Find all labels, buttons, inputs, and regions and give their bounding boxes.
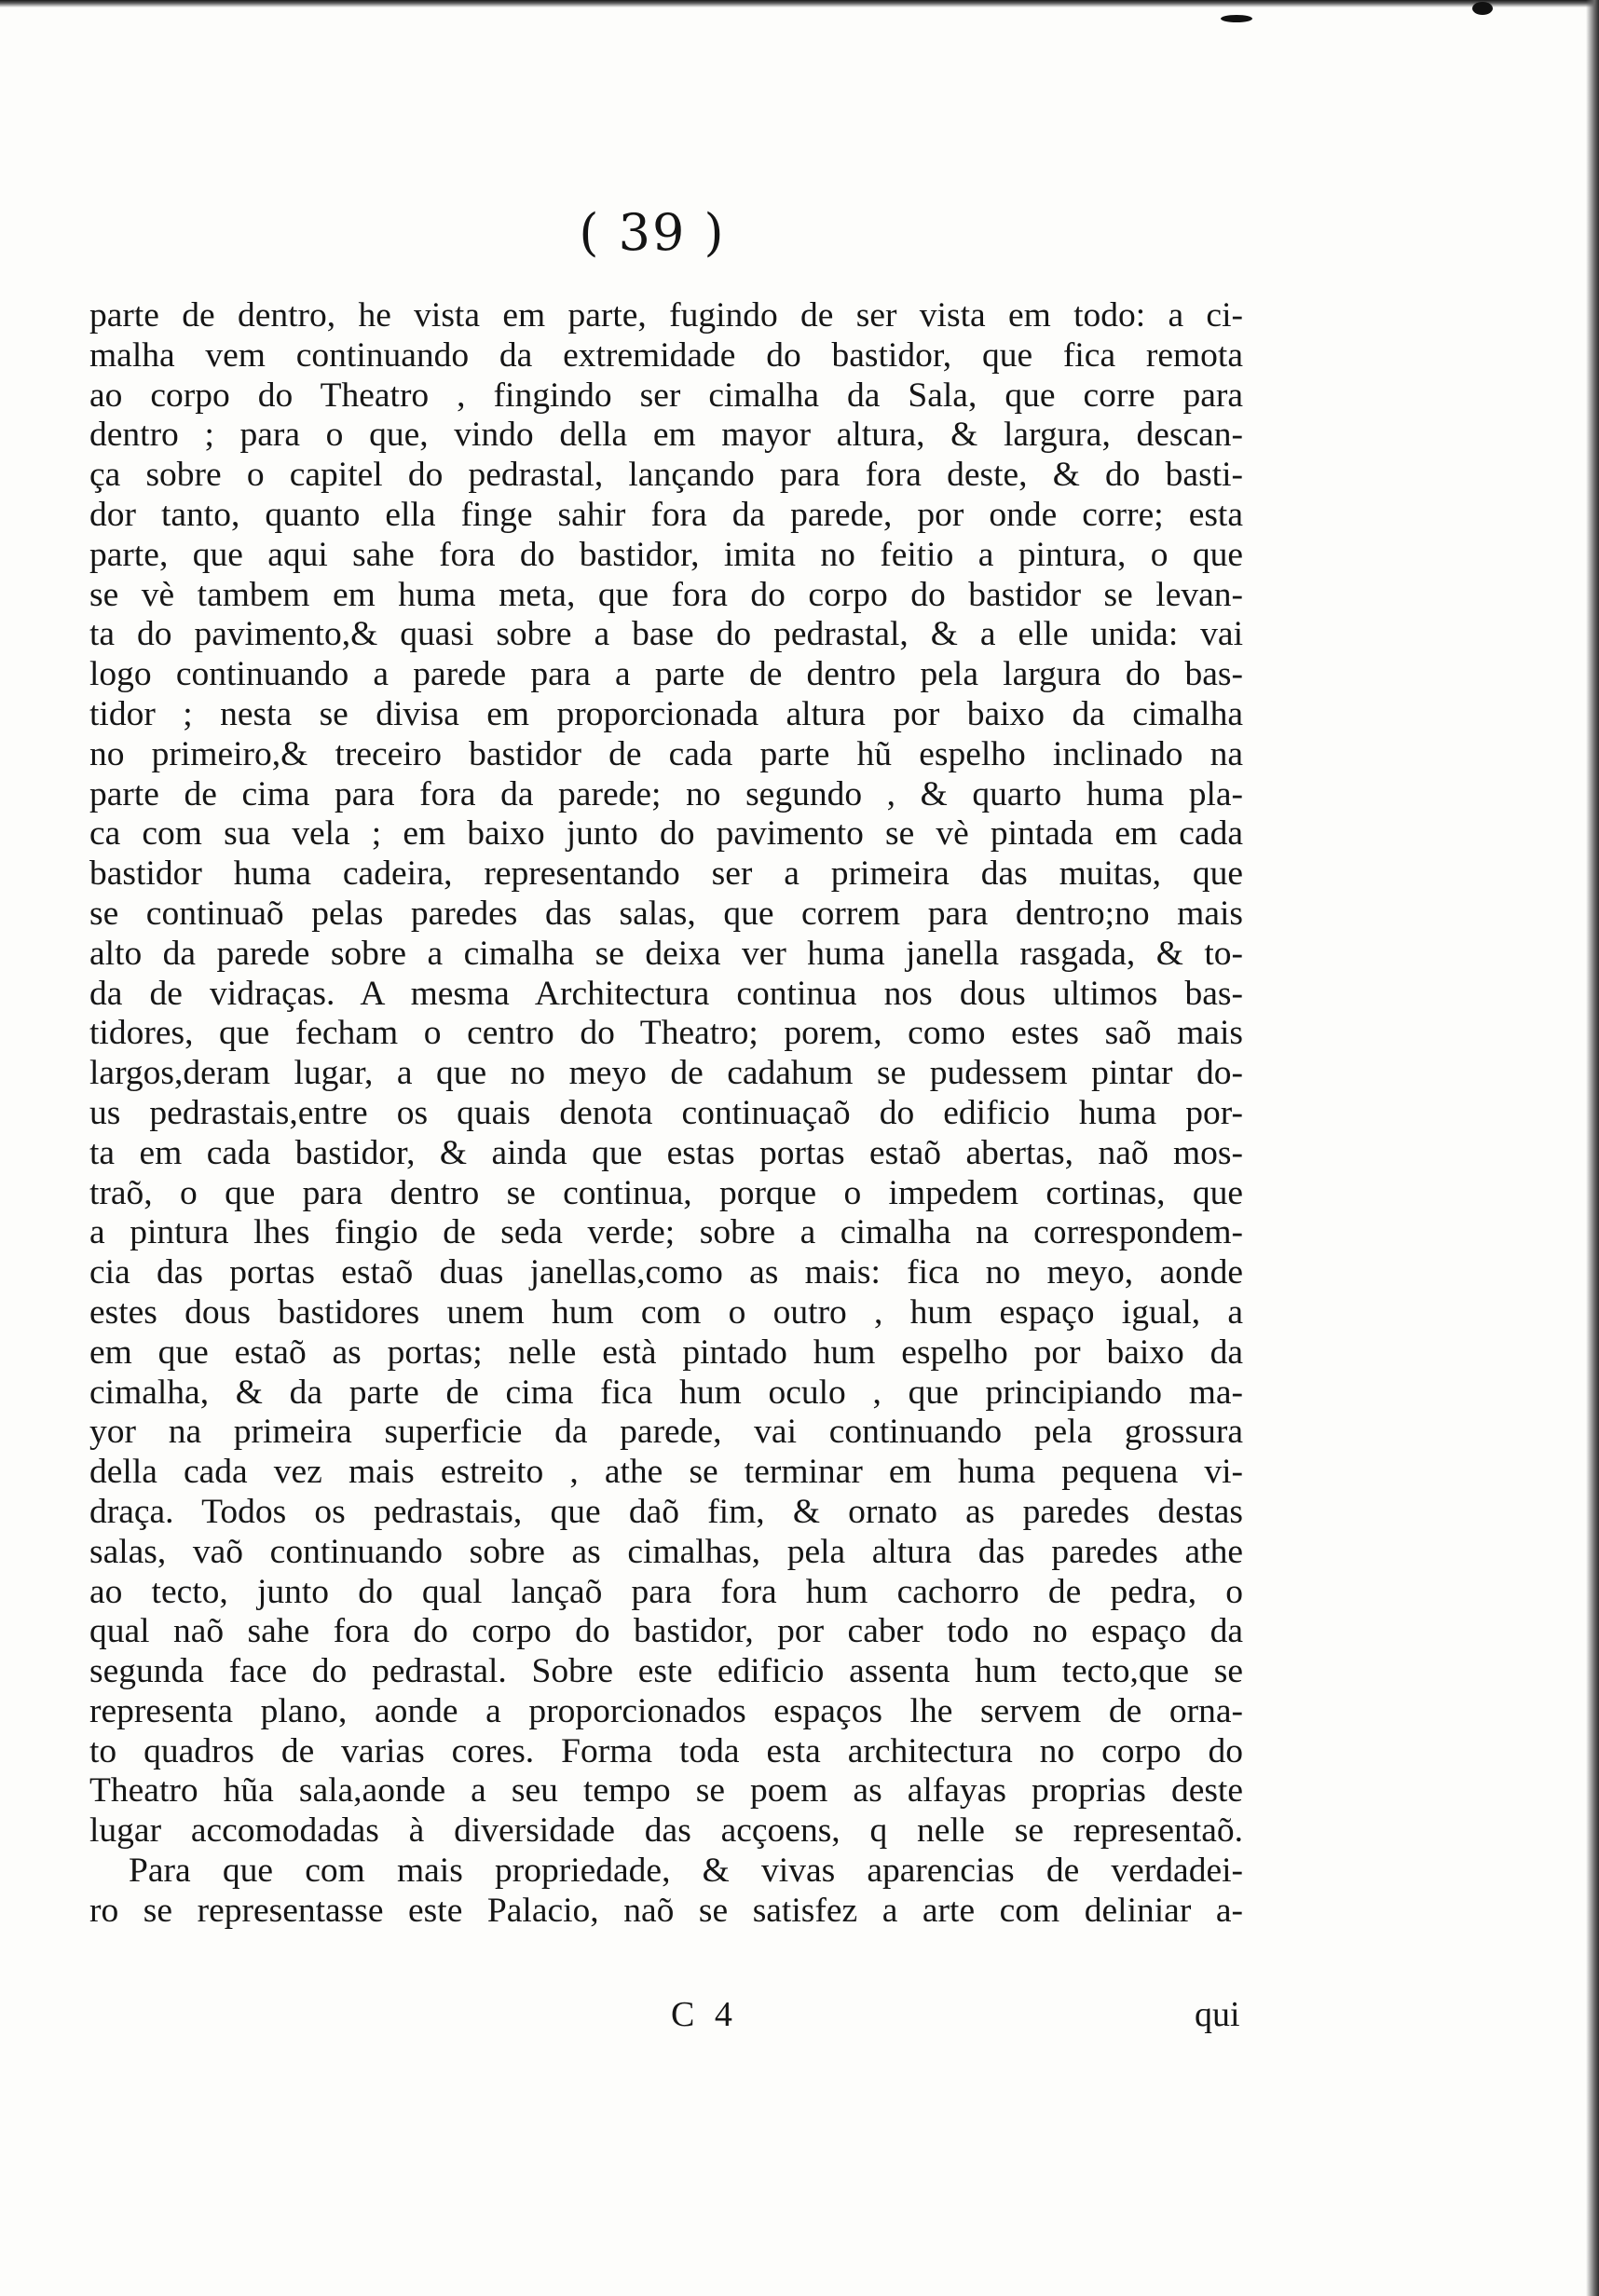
text-line: tidor ; nesta se divisa em proporcionada altura por baixo da cimalha (89, 694, 1243, 733)
text-line: segunda face do pedrastal. Sobre este edificio assenta hum tecto,que se (89, 1652, 1243, 1691)
text-line: alto da parede sobre a cimalha se deixa ver huma janella rasgada, & to- (89, 934, 1243, 973)
text-line: da de vidraças. A mesma Architectura continua nos dous ultimos bas- (89, 974, 1243, 1013)
paragraph-start-line: Para que com mais propriedade, & vivas aparencias de verdadei- (129, 1852, 1243, 1891)
text-line: representa plano, aonde a proporcionados espaços lhe servem de orna- (89, 1691, 1243, 1730)
catchword: qui (1195, 1995, 1240, 2034)
text-line: no primeiro,& treceiro bastidor de cada parte hũ espelho inclinado na (89, 734, 1243, 773)
text-line: ta em cada bastidor, & ainda que estas portas estaõ abertas, naõ mos- (89, 1133, 1243, 1172)
text-line: tidores, que fecham o centro do Theatro; porem, como estes saõ mais (89, 1014, 1243, 1053)
text-line: to quadros de varias cores. Forma toda esta architectura no corpo do (89, 1731, 1243, 1770)
text-line: parte de dentro, he vista em parte, fugindo de ser vista em todo: a ci- (89, 296, 1243, 335)
text-line: bastidor huma cadeira, representando ser a primeira das muitas, que (89, 854, 1243, 894)
text-line: Theatro hũa sala,aonde a seu tempo se poem as alfayas proprias deste (89, 1771, 1243, 1811)
text-line: dor tanto, quanto ella finge sahir fora da parede, por onde corre; esta (89, 495, 1243, 534)
text-line: ro se representasse este Palacio, naõ se satisfez a arte com deliniar a- (89, 1891, 1243, 1930)
ink-speck (1221, 15, 1252, 22)
text-line: se vè tambem em huma meta, que fora do corpo do bastidor se levan- (89, 575, 1243, 614)
text-line: em que estaõ as portas; nelle està pintado hum espelho por baixo da (89, 1332, 1243, 1372)
text-line: ao tecto, junto do qual lançaõ para fora hum cachorro de pedra, o (89, 1572, 1243, 1611)
text-line: qual naõ sahe fora do corpo do bastidor, por caber todo no espaço da (89, 1612, 1243, 1651)
scan-top-edge (0, 0, 1599, 7)
text-line: ca com sua vela ; em baixo junto do pavimento se vè pintada em cada (89, 814, 1243, 854)
text-line: ta do pavimento,& quasi sobre a base do pedrastal, & a elle unida: vai (89, 615, 1243, 654)
text-line: malha vem continuando da extremidade do bastidor, que fica remota (89, 335, 1243, 375)
text-line: ao corpo do Theatro , fingindo ser cimalha da Sala, que corre para (89, 376, 1243, 415)
text-line: ça sobre o capitel do pedrastal, lançando para fora deste, & do basti- (89, 456, 1243, 495)
text-line: traõ, o que para dentro se continua, porque o impedem cortinas, que (89, 1173, 1243, 1212)
signature-mark: C 4 (671, 1995, 738, 2034)
ink-speck (1472, 2, 1493, 15)
scan-right-edge (1586, 0, 1599, 2296)
text-line: logo continuando a parede para a parte de dentro pela largura do bas- (89, 655, 1243, 694)
text-line: parte, que aqui sahe fora do bastidor, imita no feitio a pintura, o que (89, 535, 1243, 574)
text-line: a pintura lhes fingio de seda verde; sobre a cimalha na correspondem- (89, 1213, 1243, 1252)
page-number: ( 39 ) (579, 203, 726, 262)
text-line: se continuaõ pelas paredes das salas, que correm para dentro;no mais (89, 894, 1243, 933)
text-line: us pedrastais,entre os quais denota continuaçaõ do edificio huma por- (89, 1093, 1243, 1132)
text-line: cimalha, & da parte de cima fica hum oculo , que principiando ma- (89, 1373, 1243, 1412)
text-line: largos,deram lugar, a que no meyo de cadahum se pudessem pintar do- (89, 1054, 1243, 1093)
text-line: salas, vaõ continuando sobre as cimalhas, pela altura das paredes athe (89, 1532, 1243, 1571)
body-text (89, 296, 1243, 1932)
text-line: parte de cima para fora da parede; no segundo , & quarto huma pla- (89, 774, 1243, 813)
text-line: della cada vez mais estreito , athe se terminar em huma pequena vi- (89, 1453, 1243, 1492)
text-line: lugar accomodadas à diversidade das acçoens, q nelle se representaõ. (89, 1811, 1243, 1851)
text-line: dentro ; para o que, vindo della em mayor altura, & largura, descan- (89, 416, 1243, 455)
text-line: yor na primeira superficie da parede, vai continuando pela grossura (89, 1413, 1243, 1452)
text-line: estes dous bastidores unem hum com o outro , hum espaço igual, a (89, 1292, 1243, 1332)
text-line: draça. Todos os pedrastais, que daõ fim, & ornato as paredes destas (89, 1492, 1243, 1531)
text-line: cia das portas estaõ duas janellas,como as mais: fica no meyo, aonde (89, 1253, 1243, 1292)
